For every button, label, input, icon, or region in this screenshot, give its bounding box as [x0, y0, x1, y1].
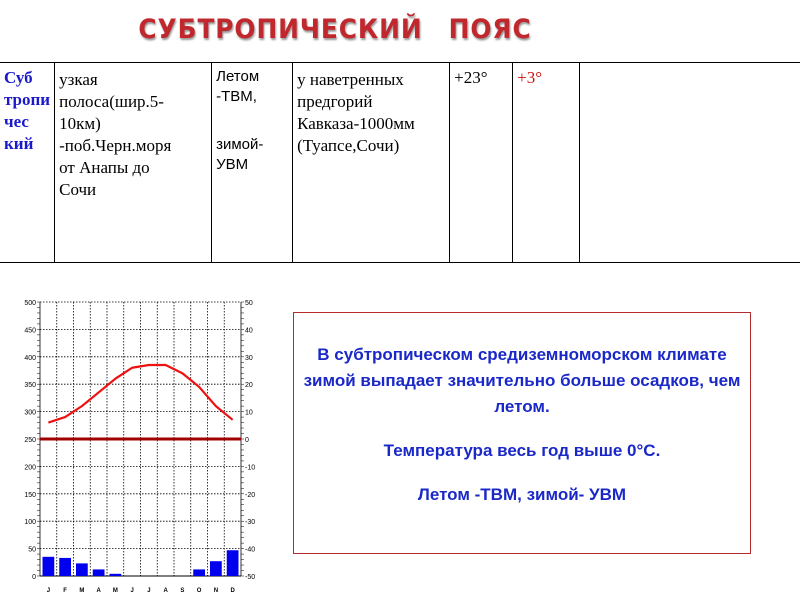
precipitation-bar: [110, 574, 122, 576]
cell-line: узкая: [59, 70, 98, 89]
climate-table: [0, 62, 800, 263]
month-label: F: [63, 588, 67, 594]
month-label: J: [46, 588, 51, 594]
month-label: J: [147, 588, 151, 594]
cell-line: Кавказа-1000мм: [297, 114, 415, 133]
month-label: A: [163, 588, 168, 594]
right-tick-label: -40: [245, 546, 256, 554]
precipitation-bar: [193, 569, 205, 576]
cell-location: [55, 63, 212, 263]
right-tick-label: 30: [245, 354, 253, 362]
cell-line: (Туапсе,Сочи): [297, 136, 400, 155]
cell-line: зимой-: [216, 136, 264, 153]
cell-line: -поб.Черн.моря: [59, 136, 172, 155]
info-text-air-masses: Летом -ТВМ, зимой- УВМ: [417, 485, 627, 504]
right-tick-label: 0: [245, 437, 249, 444]
cell-line: полоса(шир.5-: [59, 92, 164, 111]
month-label: J: [130, 588, 134, 594]
right-tick-label: 20: [245, 382, 253, 390]
cell-line: от Анапы до: [59, 158, 150, 177]
cell-line: -ТВМ,: [216, 88, 257, 105]
cell-line: УВМ: [216, 156, 249, 173]
slide-title: СУБТРОПИЧЕСКИЙ ПОЯС: [138, 14, 532, 45]
left-tick-label: 450: [24, 327, 36, 335]
cell-january-temp: [513, 63, 580, 263]
left-tick-label: 300: [24, 409, 36, 417]
cell-line: Летом: [216, 68, 260, 85]
precipitation-bar: [43, 557, 55, 576]
left-tick-label: 250: [24, 437, 36, 444]
cell-air-masses: [212, 63, 293, 263]
right-tick-label: -20: [245, 491, 256, 499]
cell-line: тропи: [4, 90, 51, 109]
precipitation-bar: [227, 550, 239, 576]
info-text-temperature: Температура весь год выше 0°С.: [383, 441, 661, 460]
month-label: M: [79, 588, 85, 594]
cell-july-temp: [450, 63, 513, 263]
cell-line: +23°: [454, 68, 488, 87]
month-label: S: [180, 588, 185, 594]
left-tick-label: 400: [24, 354, 36, 362]
month-label: A: [96, 588, 101, 594]
cell-line: Сочи: [59, 180, 97, 199]
cell-belt: [0, 63, 55, 263]
cell-empty: [580, 63, 800, 263]
cell-line: Суб: [4, 68, 33, 87]
precipitation-bar: [93, 569, 105, 576]
month-label: M: [112, 588, 118, 594]
precipitation-bar: [59, 558, 71, 576]
cell-precipitation: [293, 63, 450, 263]
left-tick-label: 200: [24, 464, 36, 472]
table-row: [0, 63, 800, 263]
climate-chart: [0, 280, 280, 600]
precipitation-bar: [210, 561, 222, 576]
info-box: [293, 312, 751, 554]
month-label: O: [196, 588, 202, 594]
left-tick-label: 350: [24, 382, 36, 390]
precipitation-bar: [76, 563, 88, 576]
info-text-precipitation: В субтропическом средиземноморском климате зимой выпадает значительно больше осадков, чем летом.: [303, 345, 741, 416]
month-label: D: [230, 588, 235, 594]
right-tick-label: -50: [245, 574, 256, 581]
month-label: N: [213, 588, 219, 594]
spacer: [216, 107, 288, 135]
left-tick-label: 150: [24, 491, 36, 499]
cell-line: предгорий: [297, 92, 373, 111]
cell-line: +3°: [517, 68, 542, 87]
left-tick-label: 50: [28, 546, 36, 554]
cell-line: 10км): [59, 114, 101, 133]
cell-line: у наветренных: [297, 70, 404, 89]
right-tick-label: 10: [245, 409, 253, 417]
left-tick-label: 0: [32, 574, 36, 581]
right-tick-label: -30: [245, 519, 256, 527]
cell-line: кий: [4, 134, 34, 153]
left-tick-label: 100: [24, 519, 36, 527]
left-tick-label: 500: [24, 300, 36, 307]
right-tick-label: 40: [245, 327, 253, 335]
cell-line: чес: [4, 112, 29, 131]
right-tick-label: 50: [245, 300, 253, 307]
right-tick-label: -10: [245, 464, 256, 472]
